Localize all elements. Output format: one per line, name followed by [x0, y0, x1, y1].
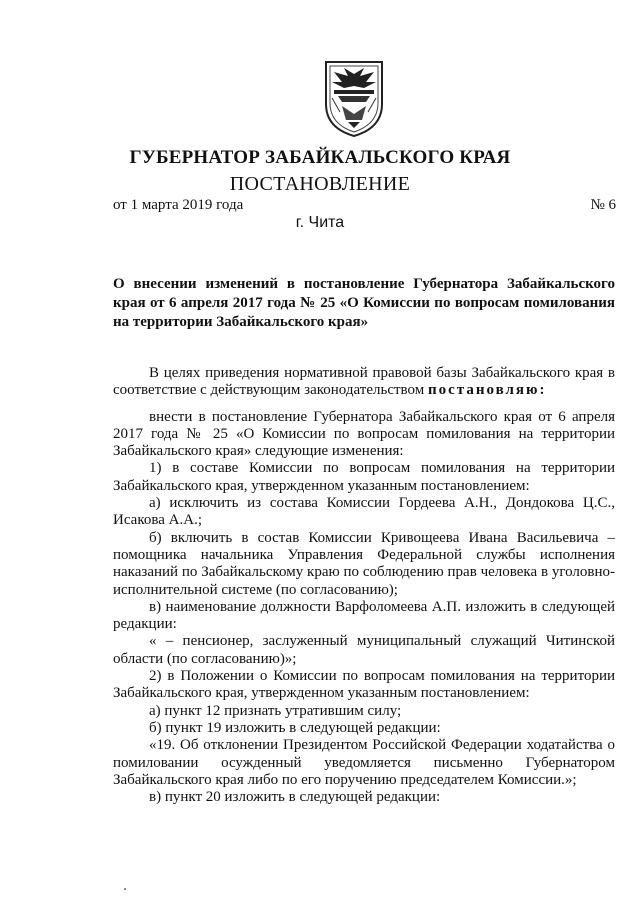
preamble-paragraph — [113, 365, 615, 400]
body-paragraph: а) пункт 12 признать утратившим силу; — [149, 702, 402, 719]
body-paragraph: «19. Об отклонении Президентом Российской Федерации ходатайства о помиловании осужденный уведомляется письменно Губернатором Забайкальского края либо по его поручению председателем Комиссии.»; — [113, 737, 615, 788]
body-paragraph: а) исключить из состава Комиссии Гордеева А.Н., Дондокова Ц.С., Исакова А.А.; — [113, 495, 615, 529]
coat-of-arms-icon — [322, 58, 386, 138]
body-paragraph: б) пункт 19 изложить в следующей редакции: — [149, 719, 441, 736]
body-paragraph: в) наименование должности Варфоломеева А.П. изложить в следующей редакции: — [113, 598, 615, 633]
governor-title: ГУБЕРНАТОР ЗАБАЙКАЛЬСКОГО КРАЯ — [129, 147, 511, 168]
body-paragraph: внести в постановление Губернатора Забайкальского края от 6 апреля 2017 года № 25 «О Комиссии по вопросам помилования на территории Забайкальского края» следующие изменения: — [113, 408, 615, 460]
document-number: № 6 — [590, 197, 616, 213]
preamble-text: В целях приведения нормативной правовой базы Забайкальского края в соответствие с действующим законодательством — [113, 365, 615, 399]
document-city: г. Чита — [295, 214, 345, 231]
decree-word: постановляю: — [427, 382, 547, 399]
document-subject: О внесении изменений в постановление Губернатора Забайкальского края от 6 апреля 2017 года № 25 «О Комиссии по вопросам помилования на территории Забайкальского края» — [113, 276, 615, 330]
document-body — [113, 365, 615, 806]
document-type: ПОСТАНОВЛЕНИЕ — [229, 173, 411, 195]
document-date: от 1 марта 2019 года — [113, 197, 244, 213]
body-paragraph: 2) в Положении о Комиссии по вопросам помилования на территории Забайкальского края, утвержденном указанным постановлением: — [113, 668, 615, 702]
body-paragraph: « – пенсионер, заслуженный муниципальный служащий Читинской области (по согласованию)»; — [113, 633, 615, 667]
body-paragraph: 1) в составе Комиссии по вопросам помилования на территории Забайкальского края, утвержденном указанным постановлением: — [113, 460, 615, 494]
body-paragraph: в) пункт 20 изложить в следующей редакции: — [149, 789, 441, 806]
scan-speck — [124, 888, 126, 890]
body-paragraph: б) включить в состав Комиссии Кривощеева Ивана Васильевича – помощника начальника Управления Федеральной службы исполнения наказаний по Забайкальскому краю по соблюдению прав человека в уголовно-исполнительной системе (по согласованию); — [113, 529, 615, 598]
